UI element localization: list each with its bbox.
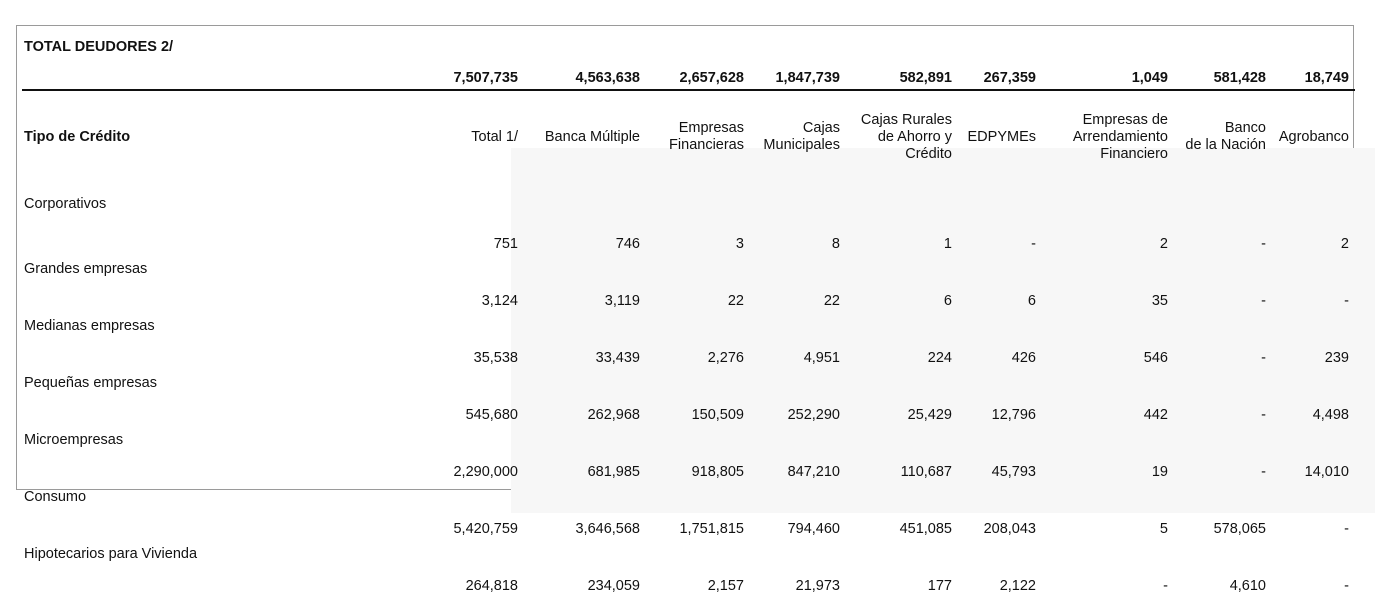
total-debtors-row bbox=[22, 26, 1355, 90]
table-row bbox=[22, 540, 1355, 597]
total-value: 18,749 bbox=[1272, 26, 1355, 90]
table-cell: - bbox=[1344, 578, 1349, 594]
table-cell: 234,059 bbox=[587, 578, 640, 594]
column-header-line: Municipales bbox=[763, 137, 840, 153]
table-row bbox=[22, 426, 1355, 483]
table-cell: 21,973 bbox=[795, 578, 840, 594]
table-cell: 2,276 bbox=[707, 350, 744, 366]
table-cell: 35,538 bbox=[473, 350, 518, 366]
table-cell: 1 bbox=[943, 236, 952, 252]
credit-type-label: Medianas empresas bbox=[24, 318, 155, 334]
table-cell: 2,122 bbox=[999, 578, 1036, 594]
table-cell: 4,951 bbox=[803, 350, 840, 366]
column-header-line: Crédito bbox=[905, 145, 952, 162]
total-value: 1,847,739 bbox=[750, 26, 846, 90]
table-cell: 22 bbox=[823, 293, 840, 309]
table-cell: - bbox=[1344, 521, 1349, 537]
table-cell: 8 bbox=[831, 236, 840, 252]
column-header bbox=[1174, 90, 1272, 183]
table-cell: 3,646,568 bbox=[575, 521, 640, 537]
table-cell: - bbox=[1261, 236, 1266, 252]
table-cell: 3 bbox=[735, 236, 744, 252]
credit-type-label: Consumo bbox=[24, 489, 87, 505]
total-value: 581,428 bbox=[1174, 26, 1272, 90]
column-header bbox=[524, 90, 646, 183]
table-cell: 442 bbox=[1143, 407, 1168, 423]
column-header-line: Cajas bbox=[802, 120, 840, 136]
table-cell: 177 bbox=[927, 578, 952, 594]
table-row bbox=[22, 183, 1355, 255]
table-cell: 110,687 bbox=[900, 464, 952, 480]
column-header-line: EDPYMEs bbox=[967, 128, 1036, 145]
table-cell: 224 bbox=[927, 350, 952, 366]
table-cell: 252,290 bbox=[787, 407, 840, 423]
table-cell: 746 bbox=[615, 236, 640, 252]
debtors-by-credit-type-table bbox=[22, 26, 1355, 597]
total-value: 267,359 bbox=[958, 26, 1042, 90]
table-cell: - bbox=[1261, 293, 1266, 309]
column-header-line: de la Nación bbox=[1185, 137, 1266, 153]
column-header-line: Arrendamiento bbox=[1072, 128, 1168, 145]
column-header bbox=[1272, 90, 1355, 183]
table-row bbox=[22, 483, 1355, 540]
column-header bbox=[1042, 90, 1174, 183]
table-cell: 33,439 bbox=[595, 350, 640, 366]
table-row bbox=[22, 255, 1355, 312]
column-header-line: Financiero bbox=[1100, 145, 1168, 162]
table-cell: 3,119 bbox=[604, 293, 640, 309]
table-cell: - bbox=[1261, 350, 1266, 366]
column-header-line: Empresas de bbox=[1082, 111, 1168, 128]
table-cell: 45,793 bbox=[991, 464, 1036, 480]
table-cell: 25,429 bbox=[907, 407, 952, 423]
table-cell: 2,290,000 bbox=[453, 464, 518, 480]
credit-table-panel bbox=[16, 25, 1354, 594]
table-cell: 545,680 bbox=[465, 407, 518, 423]
credit-type-label: Hipotecarios para Vivienda bbox=[24, 546, 198, 562]
table-cell: 1,751,815 bbox=[679, 521, 744, 537]
column-header-line: Banco bbox=[1224, 120, 1266, 136]
table-cell: 6 bbox=[1027, 293, 1036, 309]
column-header-line: Banca Múltiple bbox=[544, 128, 640, 145]
column-header-line: de Ahorro y bbox=[877, 128, 952, 145]
table-cell: - bbox=[1261, 464, 1266, 480]
credit-type-header: Tipo de Crédito bbox=[24, 128, 131, 145]
table-cell: 150,509 bbox=[691, 407, 744, 423]
table-cell: 794,460 bbox=[787, 521, 840, 537]
column-header bbox=[420, 90, 524, 183]
credit-type-label: Grandes empresas bbox=[24, 261, 148, 277]
credit-type-label: Microempresas bbox=[24, 432, 124, 448]
column-header-line: Financieras bbox=[669, 137, 744, 153]
table-cell: 4,610 bbox=[1229, 578, 1266, 594]
table-cell: 918,805 bbox=[691, 464, 744, 480]
column-header-line: Cajas Rurales bbox=[860, 111, 952, 128]
total-value: 582,891 bbox=[846, 26, 958, 90]
column-header-line: Total 1/ bbox=[471, 128, 518, 145]
table-cell: 35 bbox=[1151, 293, 1168, 309]
column-header bbox=[958, 90, 1042, 183]
table-cell: 14,010 bbox=[1304, 464, 1349, 480]
table-cell: 5 bbox=[1159, 521, 1168, 537]
table-cell: - bbox=[1344, 293, 1349, 309]
table-cell: 19 bbox=[1151, 464, 1168, 480]
table-cell: 12,796 bbox=[991, 407, 1036, 423]
column-header-row bbox=[22, 90, 1355, 183]
total-value: 7,507,735 bbox=[420, 26, 524, 90]
table-cell: - bbox=[1163, 578, 1168, 594]
table-cell: 239 bbox=[1324, 350, 1349, 366]
table-cell: 264,818 bbox=[465, 578, 518, 594]
column-header-line: Agrobanco bbox=[1278, 128, 1349, 145]
table-cell: 5,420,759 bbox=[453, 521, 518, 537]
column-header-line: Empresas bbox=[678, 120, 744, 136]
credit-type-label: Corporativos bbox=[24, 196, 107, 212]
table-cell: 451,085 bbox=[899, 521, 952, 537]
table-cell: 2,157 bbox=[707, 578, 744, 594]
table-cell: - bbox=[1261, 407, 1266, 423]
table-cell: 262,968 bbox=[587, 407, 640, 423]
table-cell: 6 bbox=[943, 293, 952, 309]
table-cell: 751 bbox=[493, 236, 518, 252]
table-cell: 2 bbox=[1340, 236, 1349, 252]
table-cell: 4,498 bbox=[1312, 407, 1349, 423]
column-header bbox=[750, 90, 846, 183]
total-value: 1,049 bbox=[1042, 26, 1174, 90]
table-cell: 546 bbox=[1143, 350, 1168, 366]
table-cell: - bbox=[1031, 236, 1036, 252]
table-cell: 22 bbox=[727, 293, 744, 309]
total-value: 2,657,628 bbox=[646, 26, 750, 90]
table-cell: 208,043 bbox=[983, 521, 1036, 537]
table-cell: 2 bbox=[1159, 236, 1168, 252]
column-header bbox=[646, 90, 750, 183]
credit-type-label: Pequeñas empresas bbox=[24, 375, 157, 391]
total-value: 4,563,638 bbox=[524, 26, 646, 90]
table-row bbox=[22, 312, 1355, 369]
table-cell: 847,210 bbox=[787, 464, 840, 480]
total-debtors-label: TOTAL DEUDORES 2/ bbox=[22, 26, 420, 90]
table-cell: 681,985 bbox=[587, 464, 640, 480]
table-cell: 3,124 bbox=[481, 293, 518, 309]
table-cell: 426 bbox=[1011, 350, 1036, 366]
column-header bbox=[846, 90, 958, 183]
table-cell: 578,065 bbox=[1213, 521, 1266, 537]
table-row bbox=[22, 369, 1355, 426]
